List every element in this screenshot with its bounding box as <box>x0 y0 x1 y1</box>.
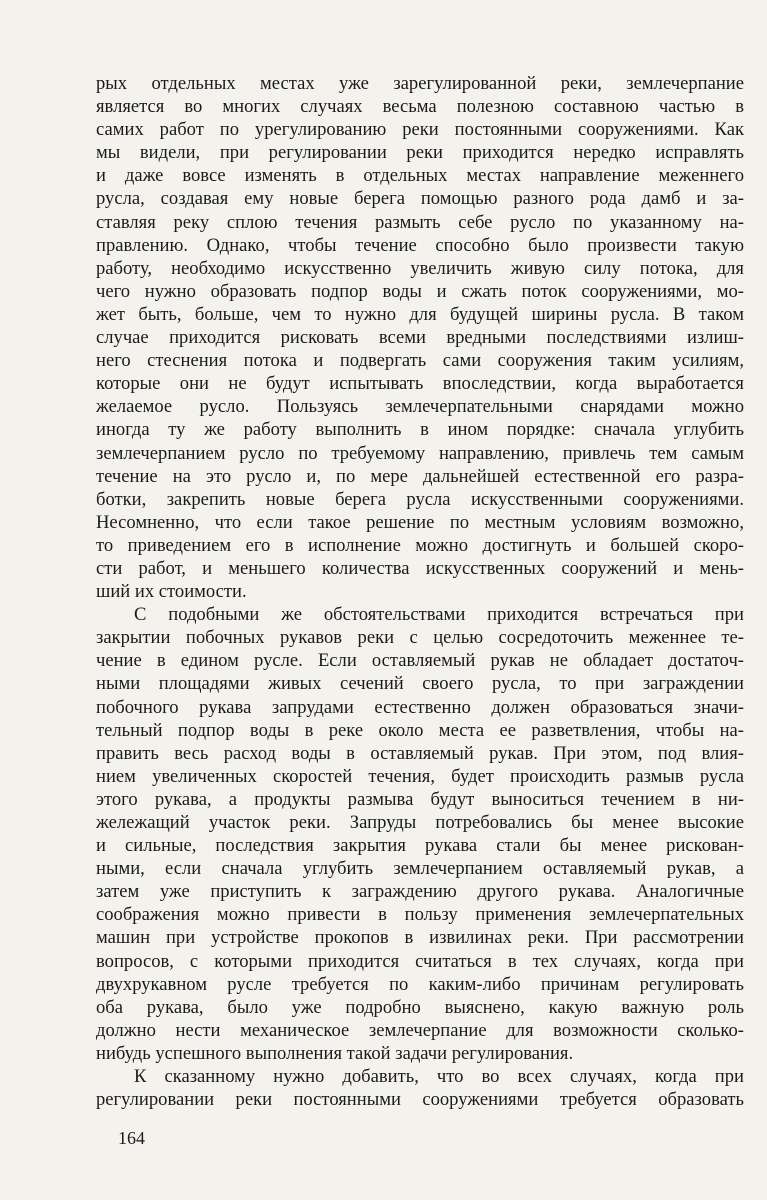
text-line: Несомненно, что если такое решение по местным условиям возможно, <box>96 511 744 533</box>
text-line: должно нести механическое землечерпание для возможности сколько- <box>96 1019 744 1041</box>
text-line: правлению. Однако, чтобы течение способно было произвести такую <box>96 234 744 256</box>
text-line: править весь расход воды в оставляемый рукав. При этом, под влия- <box>96 742 744 764</box>
text-line: вопросов, с которыми приходится считаться в тех случаях, когда при <box>96 950 744 972</box>
text-line: закрытии побочных рукавов реки с целью сосредоточить меженнее те- <box>96 627 744 649</box>
text-line: ботки, закрепить новые берега русла искусственными сооружениями. <box>96 488 744 510</box>
text-line: самих работ по урегулированию реки постоянными сооружениями. Как <box>96 119 744 141</box>
text-line: регулировании реки постоянными сооружениями требуется образовать <box>96 1089 744 1111</box>
page-number: 164 <box>118 1128 145 1148</box>
text-line: ными, если сначала углубить землечерпанием оставляемый рукав, а <box>96 858 744 880</box>
text-line: С подобными же обстоятельствами приходится встречаться при <box>134 604 744 626</box>
text-line: и даже вовсе изменять в отдельных местах направление меженнего <box>96 165 744 187</box>
text-line: землечерпанием русло по требуемому направлению, привлечь тем самым <box>96 442 744 464</box>
paragraph <box>96 1065 744 1111</box>
text-line: жет быть, больше, чем то нужно для будущей ширины русла. В таком <box>96 303 744 325</box>
text-line: этого рукава, а продукты размыва будут выноситься течением в ни- <box>96 788 744 810</box>
text-line: ными площадями живых сечений своего русла, то при заграждении <box>96 673 744 695</box>
text-line: машин при устройстве прокопов в извилинах реки. При рассмотрении <box>96 927 744 949</box>
paragraph <box>96 603 744 1065</box>
text-line: мы видели, при регулировании реки приходится нередко исправлять <box>96 142 744 164</box>
text-line: побочного рукава запрудами естественно должен образоваться значи- <box>96 696 744 718</box>
text-line: чего нужно образовать подпор воды и сжать поток сооружениями, мо- <box>96 280 744 302</box>
text-line: К сказанному нужно добавить, что во всех случаях, когда при <box>134 1066 744 1088</box>
text-line: является во многих случаях весьма полезною составною частью в <box>96 96 744 118</box>
text-line: иногда ту же работу выполнить в ином порядке: сначала углубить <box>96 419 744 441</box>
text-line: желаемое русло. Пользуясь землечерпательными снарядами можно <box>96 396 744 418</box>
text-line: ставляя реку сплою течения размыть себе русло по указанному на- <box>96 211 744 233</box>
paragraph <box>96 72 744 603</box>
text-line: течение на это русло и, по мере дальнейшей естественной его разра- <box>96 465 744 487</box>
text-line: работу, необходимо искусственно увеличить живую силу потока, для <box>96 257 744 279</box>
text-line: затем уже приступить к заграждению другого рукава. Аналогичные <box>96 881 744 903</box>
text-line: сти работ, и меньшего количества искусственных сооружений и мень- <box>96 557 744 579</box>
text-line: то приведением его в исполнение можно достигнуть и большей скоро- <box>96 534 744 556</box>
text-line: двухрукавном русле требуется по каким-либо причинам регулировать <box>96 973 744 995</box>
text-line: него стеснения потока и подвергать сами сооружения таким усилиям, <box>96 350 744 372</box>
text-line: нибудь успешного выполнения такой задачи регулирования. <box>96 1042 574 1064</box>
text-line: тельный подпор воды в реке около места ее разветвления, чтобы на- <box>96 719 744 741</box>
text-line: рых отдельных местах уже зарегулированной реки, землечерпание <box>96 73 744 94</box>
text-line: ший их стоимости. <box>96 581 247 603</box>
text-line: и сильные, последствия закрытия рукава стали бы менее рискован- <box>96 835 744 857</box>
body-text <box>96 72 744 1111</box>
text-line: оба рукава, было уже подробно выяснено, какую важную роль <box>96 996 744 1018</box>
text-line: случае приходится рисковать всеми вредными последствиями излиш- <box>96 327 744 349</box>
text-line: чение в едином русле. Если оставляемый рукав не обладает достаточ- <box>96 650 744 672</box>
text-line: русла, создавая ему новые берега помощью разного рода дамб и за- <box>96 188 744 210</box>
text-line: жележащий участок реки. Запруды потребовались бы менее высокие <box>96 812 744 833</box>
text-line: нием увеличенных скоростей течения, будет происходить размыв русла <box>96 765 744 787</box>
text-line: которые они не будут испытывать впоследствии, когда выработается <box>96 373 744 395</box>
text-line: соображения можно привести в пользу применения землечерпательных <box>96 904 744 926</box>
